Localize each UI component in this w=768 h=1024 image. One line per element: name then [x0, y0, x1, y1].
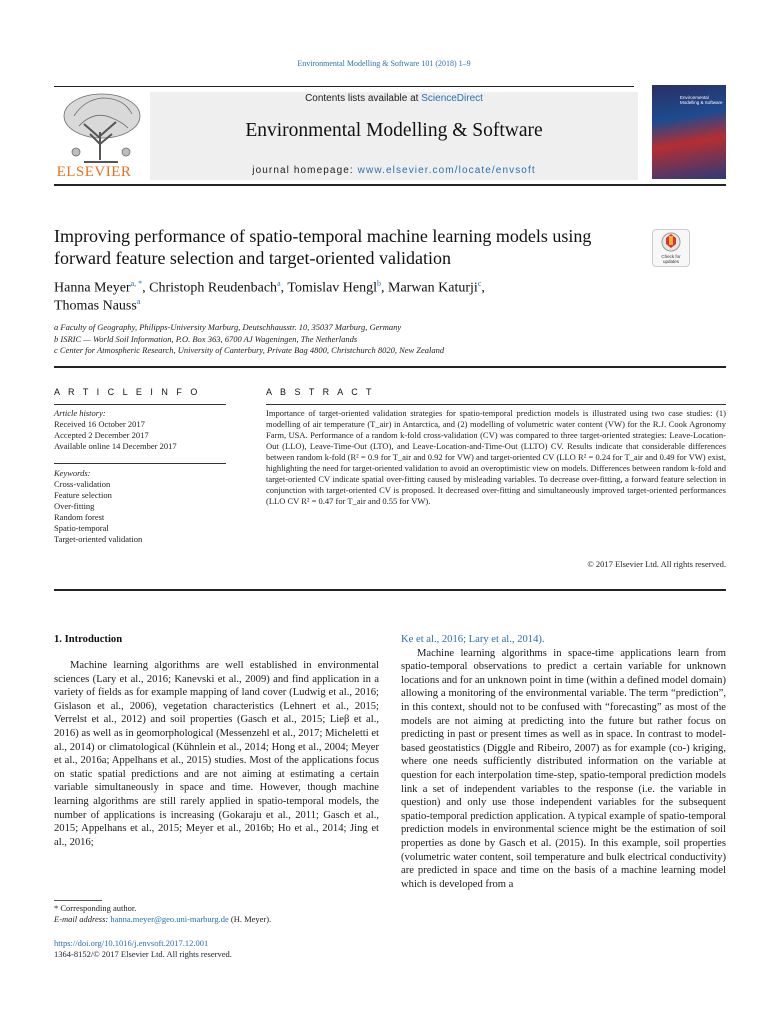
sciencedirect-link[interactable]: ScienceDirect: [421, 93, 483, 104]
article-title: Improving performance of spatio-temporal machine learning models using forward feature selection and target-oriented validation: [54, 226, 592, 268]
author-separator: ,: [280, 280, 288, 296]
body-column-right: [401, 633, 726, 891]
author-separator: ,: [381, 280, 388, 296]
author-separator: ,: [481, 280, 485, 296]
intro-paragraph-1: Machine learning algorithms are well established in environmental sciences (Lary et al., 2016; Kanevski et al., 2009) and find application in a variety of fields as for example mapping of land cover (Ludwig et al., 2016; Gislason et al., 2006), vegetation characteristics (Lehnert et al., 2015; Verrelst et al., 2012) and soil properties (Gasch et al., 2015; Lieβ et al., 2016) as well as in geomorphological (Messenzehl et al., 2017; Micheletti et al., 2014) or climatological (Kühnlein et al., 2014; Hong et al., 2004; Meyer et al., 2016a; Appelhans et al., 2015) studies. Most of the applications focus on static spatial predictions and are not aiming at estimating a certain variable simultaneously in space and time. However, though machine learning algorithms are still rarely applied in spatio-temporal models, the number of applications is increasing (Gokaraju et al., 2011; Gasch et al., 2015; Appelhans et al., 2015; Meyer et al., 2016b; Ho et al., 2014; Jing et al., 2016;: [54, 660, 379, 848]
history-online: Available online 14 December 2017: [54, 441, 177, 451]
keyword: Random forest: [54, 512, 105, 522]
corresponding-author-footnote: [54, 903, 271, 925]
crossmark-icon: [653, 230, 689, 256]
author-affiliation-marker[interactable]: b: [377, 279, 381, 288]
affiliation-a: a Faculty of Geography, Philipps-University Marburg, Deutschhausstr. 10, 35037 Marburg, Germany: [54, 322, 402, 332]
crossmark-label: Check for updates: [661, 254, 681, 264]
homepage-prefix: journal homepage:: [252, 165, 358, 176]
cover-title: Environmental Modelling & Software: [680, 95, 723, 105]
abstract-heading: A B S T R A C T: [266, 387, 375, 397]
publisher-wordmark[interactable]: ELSEVIER: [56, 164, 132, 180]
section-divider: [54, 366, 726, 368]
article-history: [54, 408, 226, 452]
intro-citation-continuation[interactable]: Ke et al., 2016; Lary et al., 2014).: [401, 634, 545, 645]
copyright-line: © 2017 Elsevier Ltd. All rights reserved.: [587, 559, 726, 569]
journal-name: Environmental Modelling & Software: [245, 120, 543, 141]
keyword: Feature selection: [54, 490, 112, 500]
keywords-label: Keywords:: [54, 468, 91, 478]
keyword: Spatio-temporal: [54, 523, 109, 533]
check-for-updates-button[interactable]: [652, 229, 690, 267]
author-affiliation-marker[interactable]: a: [136, 297, 141, 306]
authors-line-continued: [54, 297, 140, 315]
author-name: Thomas Nauss: [54, 298, 137, 314]
contents-available-line: [150, 93, 638, 104]
email-link[interactable]: hanna.meyer@geo.uni-marburg.de: [110, 914, 229, 924]
email-suffix: (H. Meyer).: [228, 914, 272, 924]
doi-link[interactable]: https://doi.org/10.1016/j.envsoft.2017.12.001: [54, 938, 209, 948]
running-head[interactable]: Environmental Modelling & Software 101 (2018) 1–9: [297, 59, 471, 68]
history-received: Received 16 October 2017: [54, 419, 145, 429]
affiliation-b: b ISRIC — World Soil Information, P.O. Box 363, 6700 AJ Wageningen, The Netherlands: [54, 334, 358, 344]
keyword: Over-fitting: [54, 501, 95, 511]
section-heading-introduction: 1. Introduction: [54, 634, 123, 645]
author-affiliation-marker[interactable]: a, *: [130, 279, 143, 288]
author-name: Tomislav Hengl: [287, 280, 377, 296]
author-separator: ,: [142, 280, 150, 296]
email-line: [54, 914, 271, 925]
keywords-list: [54, 468, 226, 545]
author-name: Hanna Meyer: [54, 280, 131, 296]
history-accepted: Accepted 2 December 2017: [54, 430, 149, 440]
doi-block: [54, 938, 232, 960]
body-divider: [54, 589, 726, 591]
history-label: Article history:: [54, 408, 106, 418]
contents-prefix: Contents lists available at: [305, 93, 422, 104]
journal-homepage-line: [150, 165, 638, 176]
corresponding-label: * Corresponding author.: [54, 903, 137, 913]
article-info-heading: A R T I C L E I N F O: [54, 387, 201, 397]
affiliation-c: c Center for Atmospheric Research, University of Canterbury, Private Bag 4800, Christchurch 8020, New Zealand: [54, 345, 445, 355]
header-top-rule: [54, 86, 634, 87]
footnote-rule: [54, 900, 102, 901]
intro-paragraph-2: Machine learning algorithms in space-time applications learn from spatio-temporal observations to predict a certain variable for unknown locations and for an unknown point in time (within a defined model domain) allowing a monitoring of the environmental variable. The term “prediction”, in this context, should not to be confused with “forecasting” as most of the models are not aiming at predicting into the future but rather focus on predicting in past or present times as well as in space. In contrast to model-based geostatistics (Diggle and Ribeiro, 2007) as for example (co-) kriging, where one needs sufficiently distributed information on the variable at question for each interpolation time-step, spatio-temporal prediction models link a set of independent variables to the response (i.e. the variable in question) and only use those independent variables for the subsequent spatio-temporal prediction application. A typical example of spatio-temporal prediction models in environmental science might be the estimation of soil properties as done by Gasch et al. (2015). In this example, soil properties (volumetric water content, soil temperature and bulk electrical conductivity) are predicted in space and time on the basis of a machine learning model which is developed from a: [401, 647, 726, 890]
authors-line: [54, 279, 734, 297]
email-label: E-mail address:: [54, 914, 111, 924]
keyword: Target-oriented validation: [54, 534, 143, 544]
author-affiliation-marker[interactable]: a: [277, 279, 281, 288]
header-bottom-rule: [54, 184, 726, 186]
body-column-left: [54, 659, 379, 849]
author-affiliation-marker[interactable]: c: [477, 279, 482, 288]
author-name: Christoph Reudenbach: [149, 280, 278, 296]
homepage-link[interactable]: www.elsevier.com/locate/envsoft: [357, 165, 536, 176]
author-name: Marwan Katurji: [388, 280, 478, 296]
abstract-text: Importance of target-oriented validation strategies for spatio-temporal prediction models is illustrated using two case studies: (1) modelling of air temperature (T_air) in Antarctica, and (2) modelling of volumetric water content (VW) for the R.J. Cook Agronomy Farm, USA. Performance of a random k-fold cross-validation (CV) was compared to three target-oriented strategies: Leave-Location-Out (LLO), Leave-Time-Out (LTO), and Leave-Location-and-Time-Out (LLTO) CV. Results indicate that considerable differences between random k-fold (R² = 0.9 for T_air and 0.92 for VW) and target-oriented CV (LLO R² = 0.24 for T_air and 0.49 for VW) exist, highlighting the need for target-oriented validation to avoid an overoptimistic view on models. Differences between random k-fold and target-oriented CV indicate spatial over-fitting caused by misleading variables. To decrease over-fitting, a forward feature selection in conjunction with target-oriented CV is proposed. It decreased over-fitting and simultaneously improved target-oriented performances (LLO CV R² = 0.47 for T_air and 0.55 for VW).: [266, 408, 726, 506]
abstract-rule: [266, 404, 726, 405]
article-info-rule: [54, 404, 226, 405]
keyword: Cross-validation: [54, 479, 111, 489]
keywords-rule: [54, 463, 226, 464]
tree-icon: [54, 88, 150, 168]
issn-line: 1364-8152/© 2017 Elsevier Ltd. All rights reserved.: [54, 949, 232, 959]
journal-cover-image[interactable]: [652, 85, 726, 179]
